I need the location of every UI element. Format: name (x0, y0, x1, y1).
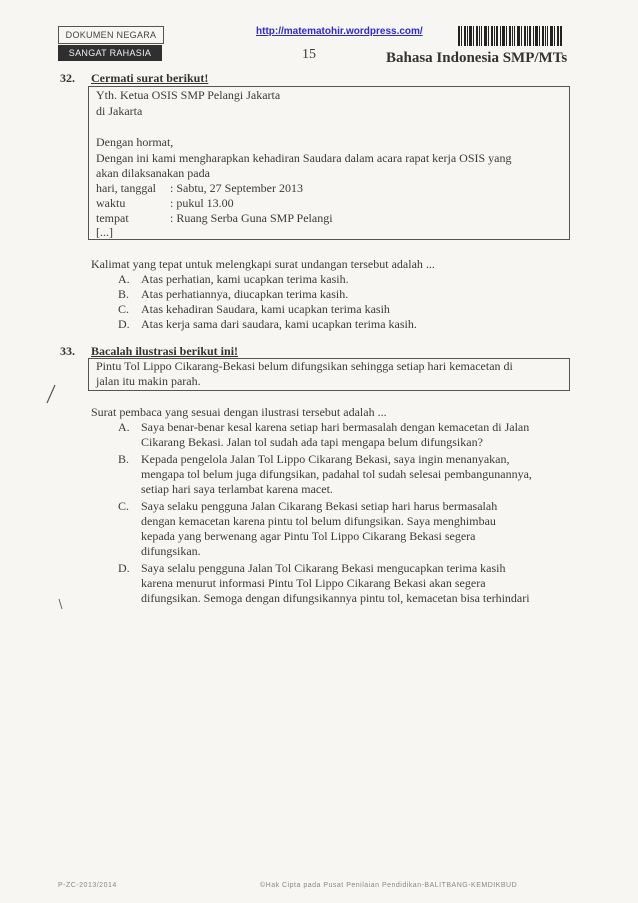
option-a-text[interactable]: Cikarang Bekasi. Jalan tol sudah ada tapi mengapa belum difungsikan? (141, 435, 483, 449)
letter-blank-placeholder: [...] (96, 225, 113, 239)
letter-greeting: Dengan hormat, (96, 135, 174, 149)
option-c-text[interactable]: Atas kehadiran Saudara, kami ucapkan terima kasih (141, 302, 390, 316)
option-d-text[interactable]: karena menurut informasi Pintu Tol Lippo Cikarang Bekasi akan segera (141, 576, 486, 590)
letter-detail-value: : Sabtu, 27 September 2013 (170, 181, 303, 195)
subject-title: Bahasa Indonesia SMP/MTs (386, 50, 568, 66)
option-b-text[interactable]: Atas perhatiannya, diucapkan terima kasih. (141, 287, 349, 301)
scan-mark-icon (46, 384, 56, 404)
option-a-text[interactable]: Atas perhatian, kami ucapkan terima kasih. (141, 272, 349, 286)
question-33-number: 33. (60, 344, 75, 358)
option-b-text[interactable]: Kepada pengelola Jalan Tol Lippo Cikarang Bekasi, saya ingin menanyakan, (141, 452, 510, 466)
secrecy-stamp: SANGAT RAHASIA (58, 45, 162, 61)
option-b-text[interactable]: setiap hari saya terlambat karena macet. (141, 482, 333, 496)
question-33-heading: Bacalah ilustrasi berikut ini! (91, 344, 239, 358)
option-c-text[interactable]: kepada yang berwenang agar Pintu Tol Lippo Cikarang Bekasi segera (141, 529, 476, 543)
question-32-heading: Cermati surat berikut! (91, 71, 209, 85)
option-d-letter: D. (118, 317, 130, 331)
letter-detail-value: : pukul 13.00 (170, 196, 234, 210)
document-classification-stamp: DOKUMEN NEGARA (58, 26, 164, 44)
letter-recipient: Yth. Ketua OSIS SMP Pelangi Jakarta (96, 88, 281, 102)
option-d-text[interactable]: Atas kerja sama dari saudara, kami ucapkan terima kasih. (141, 317, 417, 331)
letter-recipient-location: di Jakarta (96, 104, 143, 118)
option-c-text[interactable]: difungsikan. (141, 544, 201, 558)
option-d-letter: D. (118, 561, 130, 575)
option-c-letter: C. (118, 302, 130, 316)
option-c-text[interactable]: Saya selaku pengguna Jalan Cikarang Bekasi setiap hari harus bermasalah (141, 499, 498, 513)
letter-detail-label: tempat (96, 211, 129, 225)
option-b-letter: B. (118, 287, 130, 301)
option-d-text[interactable]: difungsikan. Semoga dengan difungsikannya pintu tol, kemacetan bisa terhindari (141, 591, 530, 605)
illustration-text: Pintu Tol Lippo Cikarang-Bekasi belum difungsikan sehingga setiap hari kemacetan di (96, 359, 513, 373)
illustration-text: jalan itu makin parah. (96, 374, 201, 388)
option-a-text[interactable]: Saya benar-benar kesal karena setiap hari bermasalah dengan kemacetan di Jalan (141, 420, 530, 434)
option-c-letter: C. (118, 499, 130, 513)
question-32-prompt: Kalimat yang tepat untuk melengkapi surat undangan tersebut adalah ... (91, 257, 435, 271)
letter-detail-value: : Ruang Serba Guna SMP Pelangi (170, 211, 333, 225)
barcode-icon (458, 26, 562, 46)
option-a-letter: A. (118, 272, 130, 286)
page-number: 15 (302, 47, 316, 62)
option-c-text[interactable]: dengan kemacetan karena pintu tol belum difungsikan. Saya menghimbau (141, 514, 496, 528)
option-a-letter: A. (118, 420, 130, 434)
option-b-text[interactable]: mengapa tol belum juga difungsikan, padahal tol sudah selesai pembangunannya, (141, 467, 532, 481)
letter-detail-label: hari, tanggal (96, 181, 156, 195)
letter-detail-label: waktu (96, 196, 126, 210)
letter-body: Dengan ini kami mengharapkan kehadiran Saudara dalam acara rapat kerja OSIS yang (96, 151, 512, 165)
document-code: P-ZC-2013/2014 (58, 882, 117, 889)
option-d-text[interactable]: Saya selalu pengguna Jalan Tol Cikarang Bekasi mengucapkan terima kasih (141, 561, 506, 575)
letter-body: akan dilaksanakan pada (96, 166, 210, 180)
question-33-prompt: Surat pembaca yang sesuai dengan ilustrasi tersebut adalah ... (91, 405, 387, 419)
copyright-notice: ©Hak Cipta pada Pusat Penilaian Pendidikan-BALITBANG-KEMDIKBUD (260, 882, 518, 889)
question-32-number: 32. (60, 71, 75, 85)
scan-mark-icon (58, 598, 64, 610)
source-url-link[interactable]: http://matematohir.wordpress.com/ (256, 26, 423, 37)
option-b-letter: B. (118, 452, 130, 466)
